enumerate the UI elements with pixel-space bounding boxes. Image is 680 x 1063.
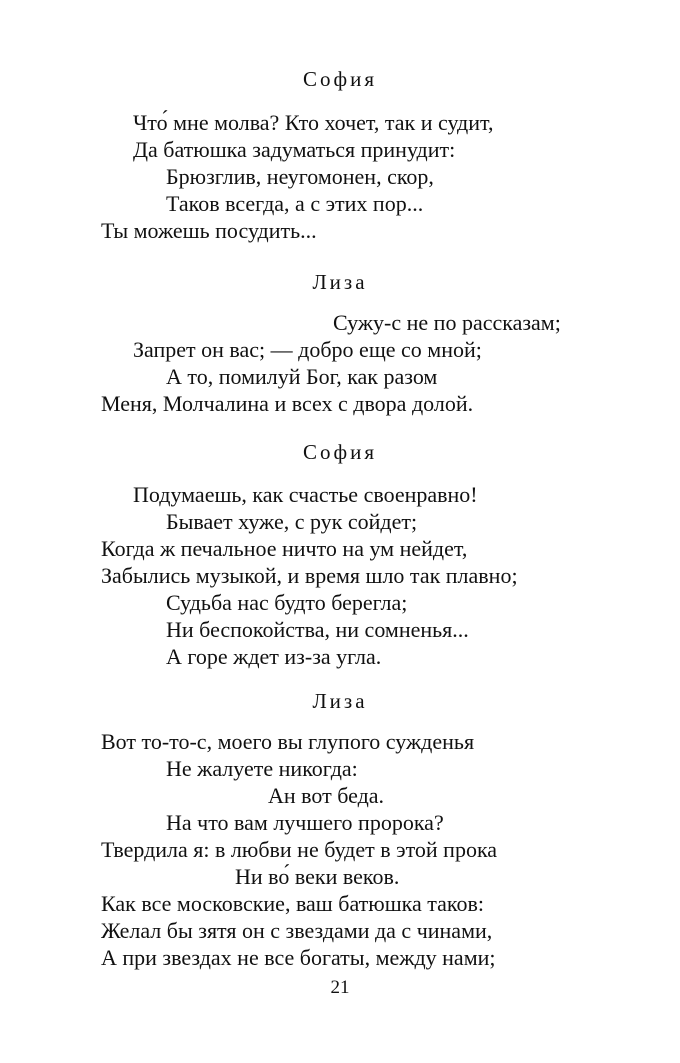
verse-line: Таков всегда, а с этих пор... xyxy=(166,191,424,216)
verse-line: А при звездах не все богаты, между нами; xyxy=(101,945,496,970)
verse-line: Ты можешь посудить... xyxy=(101,218,317,243)
verse-line: Судьба нас будто берегла; xyxy=(166,590,408,615)
verse-line: Не жалуете никогда: xyxy=(166,756,358,781)
speaker-heading: София xyxy=(302,67,377,91)
speaker-heading: Лиза xyxy=(312,689,368,713)
verse-line: Как все московские, ваш батюшка таков: xyxy=(101,891,484,916)
verse-line: Твердила я: в любви не будет в этой прока xyxy=(101,837,498,862)
verse-line: Меня, Молчалина и всех с двора долой. xyxy=(101,391,474,416)
verse-line: А горе ждет из-за угла. xyxy=(166,644,382,669)
verse-line: Ан вот беда. xyxy=(268,783,385,808)
verse-line: Ни во́ веки веков. xyxy=(235,864,400,889)
verse-line: Ни беспокойства, ни сомненья... xyxy=(166,617,469,642)
verse-line: Да батюшка задуматься принудит: xyxy=(133,137,456,162)
verse-line: Вот то-то-с, моего вы глупого сужденья xyxy=(101,729,475,754)
speaker-heading: София xyxy=(302,440,377,464)
verse-line: Когда ж печальное ничто на ум нейдет, xyxy=(101,536,468,561)
verse-line: Подумаешь, как счастье своенравно! xyxy=(133,482,478,507)
page-number: 21 xyxy=(330,977,350,998)
verse-line: Бывает хуже, с рук сойдет; xyxy=(166,509,418,534)
speaker-heading: Лиза xyxy=(312,270,368,294)
verse-line: Что́ мне молва? Кто хочет, так и судит, xyxy=(133,110,494,135)
verse-line: Желал бы зятя он с звездами да с чинами, xyxy=(101,918,493,943)
verse-line: А то, помилуй Бог, как разом xyxy=(166,364,438,389)
verse-line: Сужу-с не по рассказам; xyxy=(333,310,561,335)
verse-line: На что вам лучшего пророка? xyxy=(166,810,444,835)
verse-line: Брюзглив, неугомонен, скор, xyxy=(166,164,434,189)
verse-line: Запрет он вас; — добро еще со мной; xyxy=(133,337,482,362)
verse-line: Забылись музыкой, и время шло так плавно; xyxy=(101,563,518,588)
